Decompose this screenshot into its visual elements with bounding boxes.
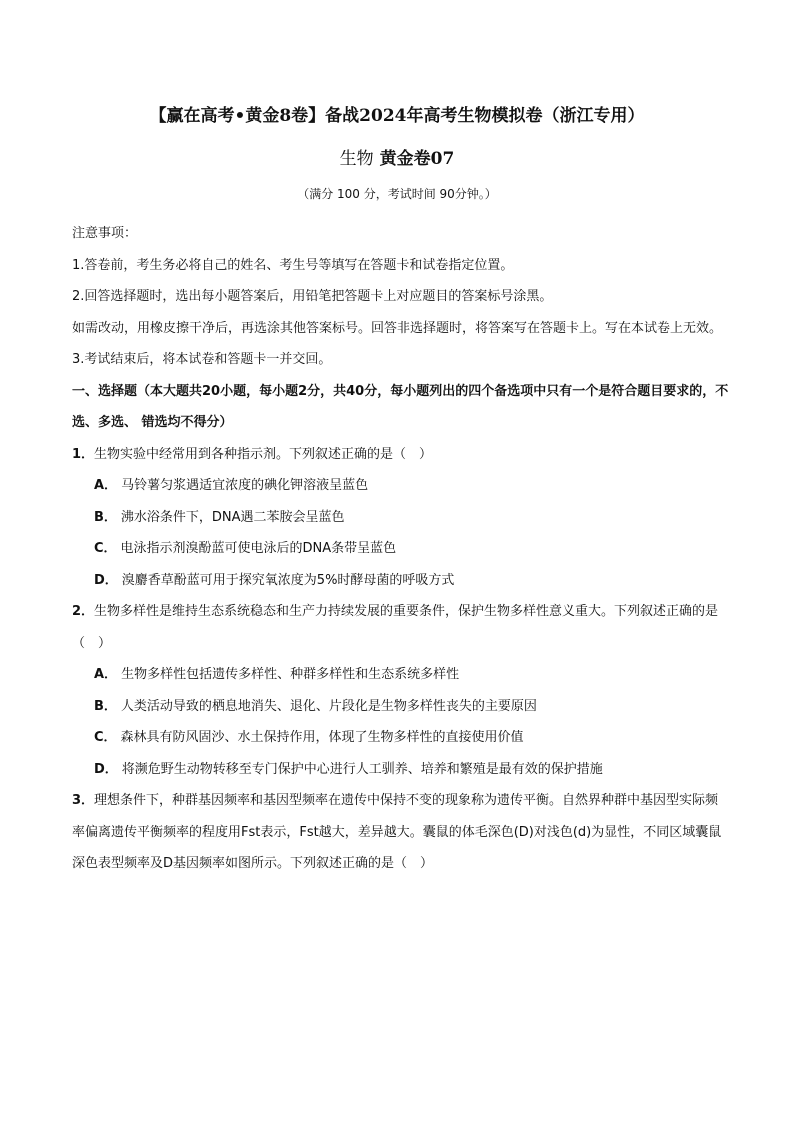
option-a: [72, 659, 730, 691]
question-3: [72, 785, 730, 880]
exam-meta: （满分 100 分，考试时间 90分钟。）: [297, 187, 497, 201]
option-key: B．: [94, 698, 117, 714]
note-item: 1.答卷前，考生务必将自己的姓名、考生号等填写在答题卡和试卷指定位置。: [72, 257, 514, 273]
option-d: [72, 565, 730, 597]
note-item: 2.回答选择题时，选出每小题答案后，用铅笔把答题卡上对应题目的答案标号涂黑。: [72, 289, 553, 304]
option-text: 马铃薯匀浆遇适宜浓度的碘化钾溶液呈蓝色: [121, 478, 369, 493]
option-text: 生物多样性包括遗传多样性、种群多样性和生态系统多样性: [121, 667, 460, 682]
option-key: A．: [94, 478, 118, 493]
question-number: 2．: [72, 604, 95, 619]
option-text: 沸水浴条件下，DNA遇二苯胺会呈蓝色: [120, 509, 345, 525]
question-1: [72, 439, 730, 471]
question-stem: 理想条件下，种群基因频率和基因型频率在遗传中保持不变的现象称为遗传平衡。自然界种群中基因型实际频率偏离遗传平衡频率的程度用Fst表示，Fst越大，差异越大。囊鼠的体毛深色(D)对浅色(d)为显性，不同区域囊鼠深色表型频率及D基因频率如图所示。下列叙述正确的是（ ）: [72, 793, 722, 871]
option-c: [72, 533, 730, 565]
option-d: [72, 754, 730, 786]
option-text: 电泳指示剂溴酚蓝可使电泳后的DNA条带呈蓝色: [120, 541, 397, 556]
question-2: [72, 596, 730, 659]
option-key: D．: [94, 572, 118, 588]
subtitle-paper: 黄金卷07: [379, 149, 455, 169]
option-c: [72, 722, 730, 754]
question-stem: 生物多样性是维持生态系统稳态和生产力持续发展的重要条件，保护生物多样性意义重大。下列叙述正确的是（ ）: [72, 604, 719, 651]
option-key: C．: [94, 730, 117, 745]
option-text: 人类活动导致的栖息地消失、退化、片段化是生物多样性丧失的主要原因: [120, 698, 537, 714]
option-key: D．: [94, 761, 118, 777]
page-title: 【赢在高考•黄金8卷】备战2024年高考生物模拟卷（浙江专用）: [149, 106, 645, 126]
question-number: 1．: [72, 446, 95, 462]
notes-heading: 注意事项：: [72, 226, 138, 241]
option-key: B．: [94, 509, 117, 525]
note-item: 3.考试结束后，将本试卷和答题卡一并交回。: [72, 352, 332, 367]
option-key: A．: [94, 667, 118, 682]
option-a: [72, 470, 730, 502]
option-b: [72, 502, 730, 534]
subtitle-subject: 生物: [339, 149, 374, 169]
exam-body: [72, 218, 730, 880]
question-number: 3．: [72, 793, 95, 808]
section-heading: 一、选择题（本大题共20小题，每小题2分，共40分，每小题列出的四个备选项中只有一个是符合题目要求的，不选、多选、 错选均不得分）: [72, 383, 729, 430]
option-text: 溴麝香草酚蓝可用于探究氧浓度为5%时酵母菌的呼吸方式: [121, 572, 455, 588]
option-text: 将濒危野生动物转移至专门保护中心进行人工驯养、培养和繁殖是最有效的保护措施: [121, 761, 603, 777]
question-stem: 生物实验中经常用到各种指示剂。下列叙述正确的是（ ）: [94, 446, 433, 462]
option-key: C．: [94, 541, 117, 556]
option-text: 森林具有防风固沙、水土保持作用，体现了生物多样性的直接使用价值: [120, 730, 524, 745]
option-b: [72, 691, 730, 723]
note-item: 如需改动，用橡皮擦干净后，再选涂其他答案标号。回答非选择题时，将答案写在答题卡上。写在本试卷上无效。: [72, 320, 723, 336]
page-subtitle: [0, 147, 794, 171]
